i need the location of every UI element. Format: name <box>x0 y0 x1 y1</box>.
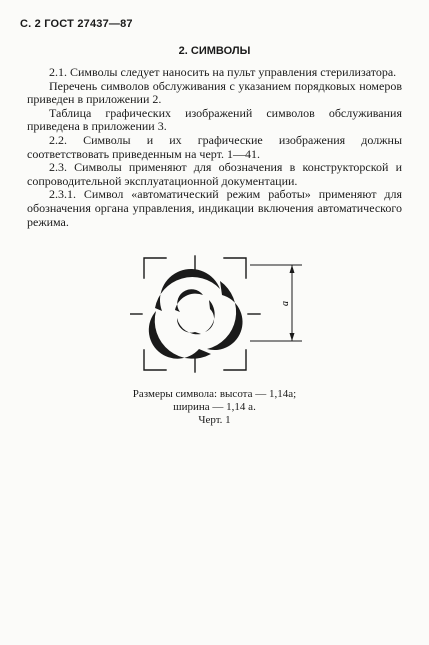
auto-mode-symbol-figure <box>130 248 310 383</box>
paragraph-2-1: 2.1. Символы следует наносить на пульт управления стерилизатора. <box>49 65 397 79</box>
dimension-label: a <box>280 301 291 306</box>
swirl-inner-hook-2 <box>205 300 215 332</box>
paragraph-list-note: Перечень символов обслуживания с указанием порядковых номеров приведен в приложении 2. <box>27 78 402 107</box>
figure-caption <box>0 388 429 414</box>
dimension-arrow-bottom <box>290 333 295 341</box>
swirl-inner-hook-1 <box>175 289 203 312</box>
dimension-arrow-top <box>290 265 295 273</box>
corner-bracket-top-left <box>144 258 166 278</box>
section-title: 2. СИМВОЛЫ <box>178 45 251 57</box>
corner-bracket-bottom-right <box>224 350 246 370</box>
swirl-blade-3 <box>149 311 211 359</box>
paragraph-table-note: Таблица графических изображений символов обслуживания приведена в приложении 3. <box>27 105 402 134</box>
caption-line-1: Размеры символа: высота — 1,14a; <box>132 388 297 400</box>
paragraph-2-3-1: 2.3.1. Символ «автоматический режим работы» применяют для обозначения органа управления, индикации включения автоматического режима. <box>27 187 402 229</box>
paragraph-2-2: 2.2. Символы и их графические изображения должны соответствовать приведенным на черт. 1—41. <box>27 132 402 161</box>
caption-line-2: ширина — 1,14 a. <box>173 401 256 413</box>
corner-bracket-top-right <box>224 258 246 278</box>
paragraph-2-3: 2.3. Символы применяют для обозначения в конструкторской и сопроводительной эксплуатационной документации. <box>27 160 402 188</box>
page-header: С. 2 ГОСТ 27437—87 <box>20 18 133 30</box>
figure-label: Черт. 1 <box>198 414 231 426</box>
swirl-inner-hook-3 <box>177 318 201 334</box>
body-text <box>27 66 402 229</box>
swirl-blade-2 <box>207 281 243 350</box>
